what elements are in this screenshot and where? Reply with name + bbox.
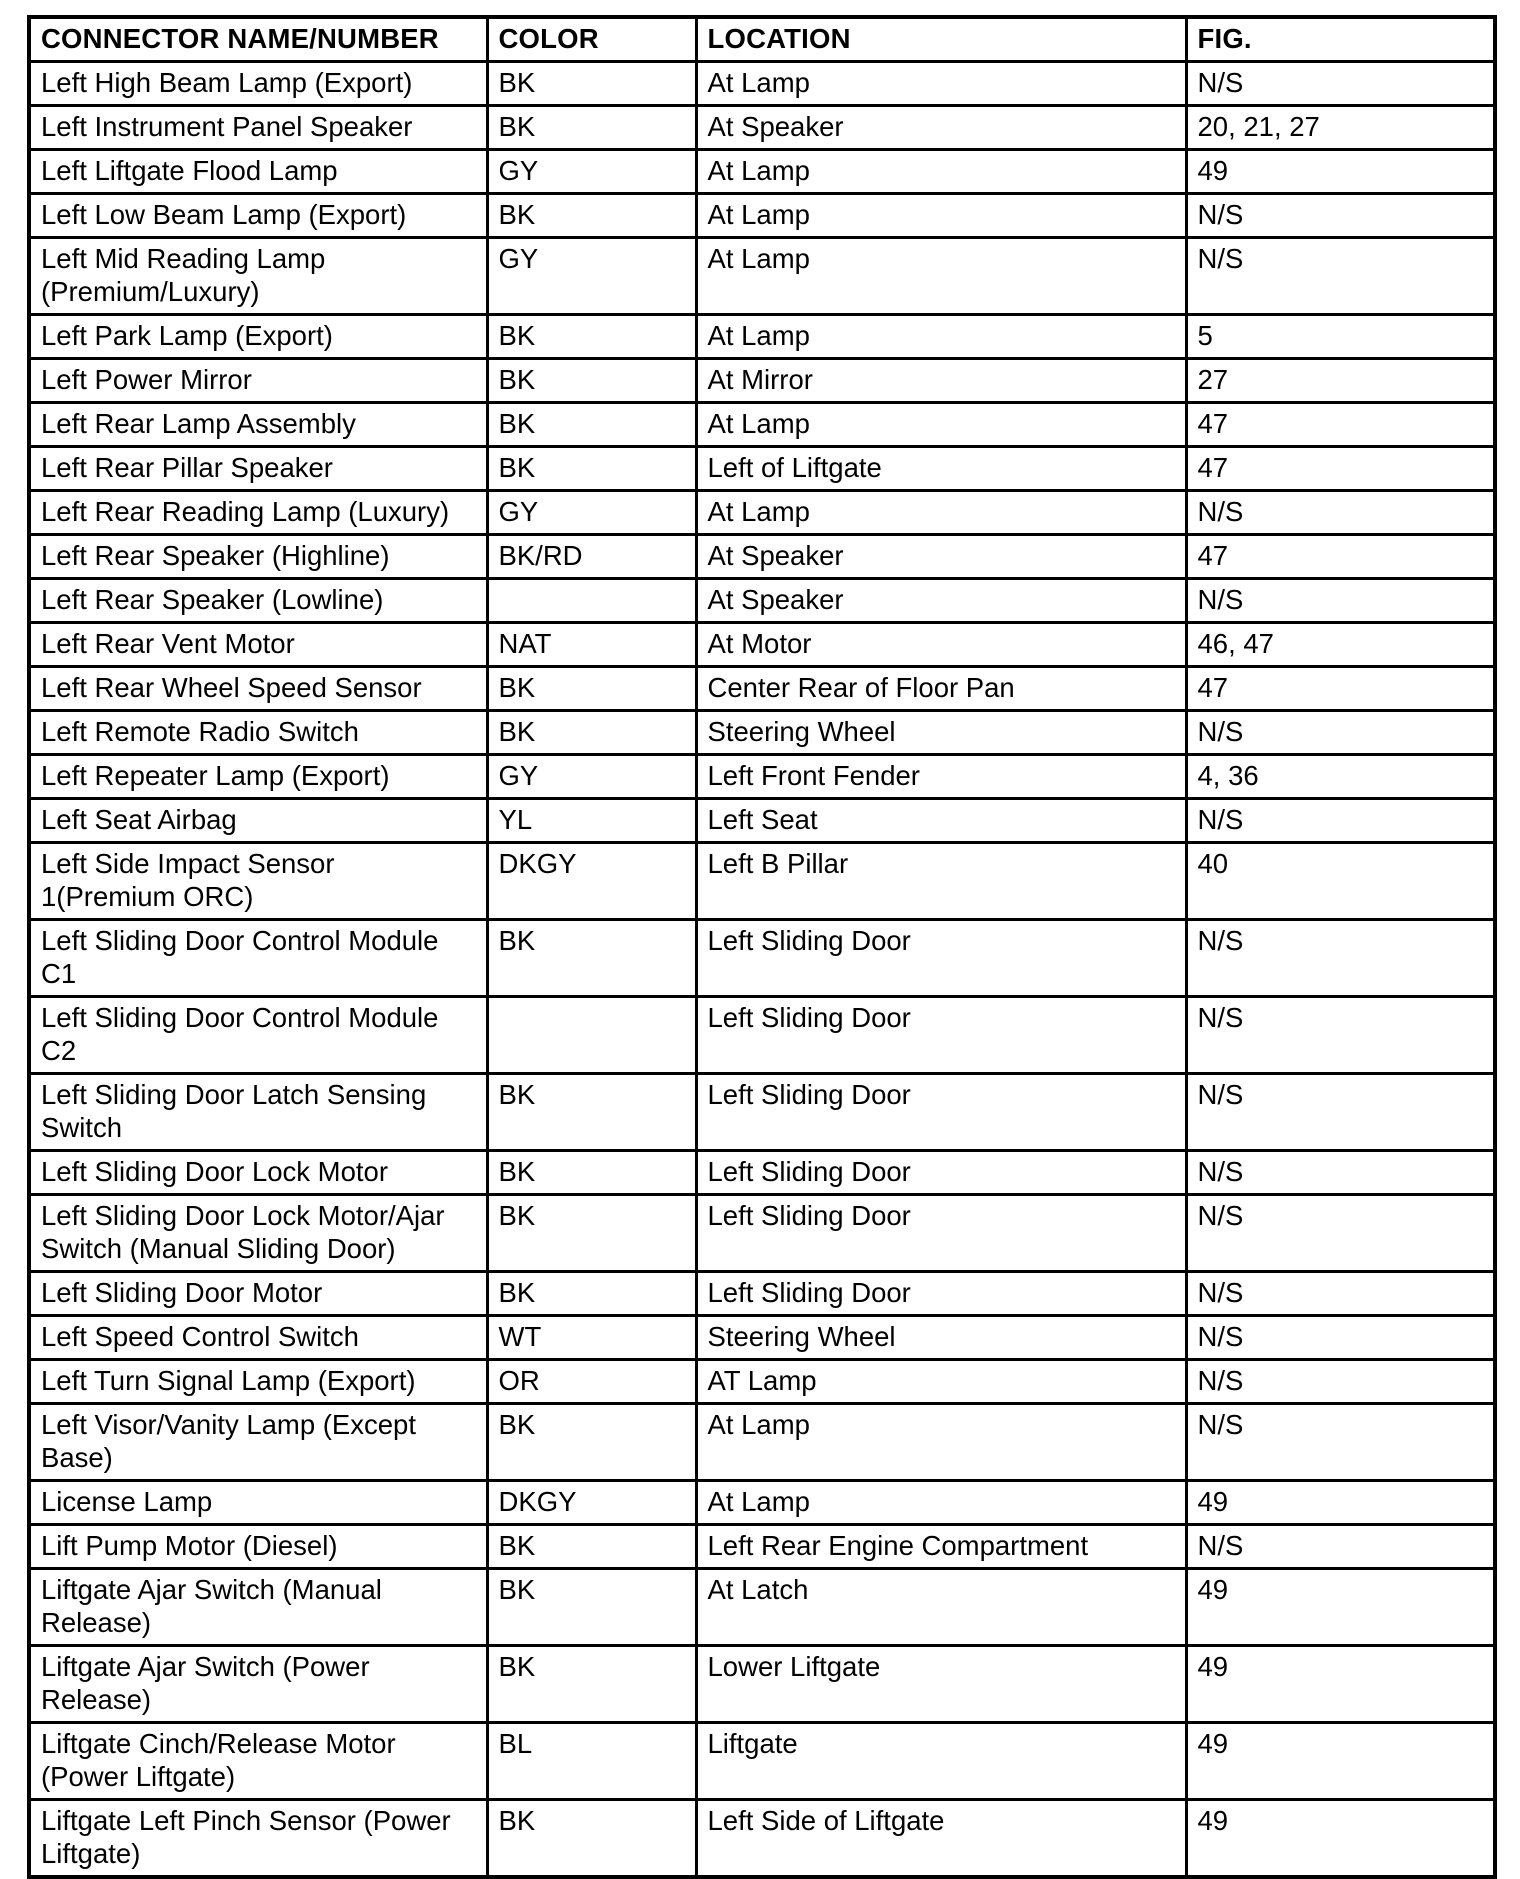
connector-name-cell: Left Rear Speaker (Highline) [29, 535, 487, 579]
location-cell: At Lamp [696, 315, 1186, 359]
table-row [29, 579, 1495, 623]
location-cell: At Mirror [696, 359, 1186, 403]
fig-cell: 49 [1186, 1646, 1495, 1723]
color-cell: GY [487, 238, 696, 315]
table-row [29, 755, 1495, 799]
location-cell: At Lamp [696, 150, 1186, 194]
color-cell: BK [487, 1646, 696, 1723]
color-cell: BK [487, 1272, 696, 1316]
connector-name-cell: Left Rear Speaker (Lowline) [29, 579, 487, 623]
table-row [29, 623, 1495, 667]
location-cell: At Lamp [696, 1404, 1186, 1481]
color-cell: BK [487, 1151, 696, 1195]
fig-cell: N/S [1186, 1272, 1495, 1316]
connector-name-cell: Left Power Mirror [29, 359, 487, 403]
fig-cell: 47 [1186, 447, 1495, 491]
fig-cell: N/S [1186, 238, 1495, 315]
header-location: LOCATION [696, 17, 1186, 62]
table-row [29, 447, 1495, 491]
table-body [29, 62, 1495, 1878]
location-cell: Left Front Fender [696, 755, 1186, 799]
connector-name-cell: Left Sliding Door Lock Motor [29, 1151, 487, 1195]
color-cell: BK [487, 106, 696, 150]
connector-name-cell: Left Speed Control Switch [29, 1316, 487, 1360]
table-row [29, 315, 1495, 359]
location-cell: Left Rear Engine Compartment [696, 1525, 1186, 1569]
fig-cell: N/S [1186, 997, 1495, 1074]
table-row [29, 799, 1495, 843]
fig-cell: 49 [1186, 1481, 1495, 1525]
fig-cell: 20, 21, 27 [1186, 106, 1495, 150]
table-row [29, 1723, 1495, 1800]
fig-cell: N/S [1186, 1151, 1495, 1195]
color-cell: OR [487, 1360, 696, 1404]
table-row [29, 150, 1495, 194]
location-cell: AT Lamp [696, 1360, 1186, 1404]
table-row [29, 403, 1495, 447]
color-cell: GY [487, 755, 696, 799]
location-cell: At Speaker [696, 535, 1186, 579]
color-cell [487, 997, 696, 1074]
color-cell: YL [487, 799, 696, 843]
location-cell: At Lamp [696, 238, 1186, 315]
location-cell: Left Sliding Door [696, 1195, 1186, 1272]
color-cell: BK [487, 1569, 696, 1646]
header-fig: FIG. [1186, 17, 1495, 62]
connector-table [27, 15, 1497, 1879]
location-cell: At Speaker [696, 579, 1186, 623]
location-cell: At Lamp [696, 403, 1186, 447]
fig-cell: 47 [1186, 403, 1495, 447]
table-row [29, 1404, 1495, 1481]
fig-cell: 46, 47 [1186, 623, 1495, 667]
connector-name-cell: Left Rear Pillar Speaker [29, 447, 487, 491]
location-cell: Center Rear of Floor Pan [696, 667, 1186, 711]
location-cell: At Lamp [696, 62, 1186, 106]
connector-name-cell: Left Remote Radio Switch [29, 711, 487, 755]
fig-cell: N/S [1186, 1074, 1495, 1151]
fig-cell: N/S [1186, 62, 1495, 106]
table-row [29, 1525, 1495, 1569]
fig-cell: N/S [1186, 799, 1495, 843]
color-cell [487, 579, 696, 623]
connector-name-cell: Left Sliding Door Motor [29, 1272, 487, 1316]
location-cell: Left Seat [696, 799, 1186, 843]
connector-name-cell: Left Turn Signal Lamp (Export) [29, 1360, 487, 1404]
fig-cell: 47 [1186, 667, 1495, 711]
location-cell: Lower Liftgate [696, 1646, 1186, 1723]
location-cell: Left Sliding Door [696, 920, 1186, 997]
header-connector-name: CONNECTOR NAME/NUMBER [29, 17, 487, 62]
fig-cell: 47 [1186, 535, 1495, 579]
connector-name-cell: Liftgate Ajar Switch (Manual Release) [29, 1569, 487, 1646]
location-cell: Left Sliding Door [696, 1272, 1186, 1316]
location-cell: At Speaker [696, 106, 1186, 150]
fig-cell: N/S [1186, 491, 1495, 535]
color-cell: DKGY [487, 1481, 696, 1525]
table-row [29, 1272, 1495, 1316]
table-row [29, 238, 1495, 315]
color-cell: BK [487, 1195, 696, 1272]
table-row [29, 194, 1495, 238]
fig-cell: 27 [1186, 359, 1495, 403]
fig-cell: N/S [1186, 579, 1495, 623]
color-cell: BK [487, 447, 696, 491]
connector-name-cell: Left Park Lamp (Export) [29, 315, 487, 359]
color-cell: GY [487, 150, 696, 194]
table-row [29, 997, 1495, 1074]
color-cell: DKGY [487, 843, 696, 920]
connector-name-cell: Left Repeater Lamp (Export) [29, 755, 487, 799]
fig-cell: N/S [1186, 1316, 1495, 1360]
connector-name-cell: Left Rear Wheel Speed Sensor [29, 667, 487, 711]
table-row [29, 711, 1495, 755]
table-row [29, 667, 1495, 711]
connector-name-cell: Left Sliding Door Latch Sensing Switch [29, 1074, 487, 1151]
location-cell: At Latch [696, 1569, 1186, 1646]
color-cell: BK [487, 62, 696, 106]
location-cell: Left Sliding Door [696, 1074, 1186, 1151]
color-cell: NAT [487, 623, 696, 667]
color-cell: BK [487, 920, 696, 997]
connector-table-sheet [27, 15, 1497, 1879]
connector-name-cell: Left Rear Reading Lamp (Luxury) [29, 491, 487, 535]
table-row [29, 1151, 1495, 1195]
table-row [29, 359, 1495, 403]
color-cell: BK [487, 194, 696, 238]
fig-cell: N/S [1186, 1360, 1495, 1404]
connector-name-cell: Left Instrument Panel Speaker [29, 106, 487, 150]
table-row [29, 1360, 1495, 1404]
table-row [29, 1074, 1495, 1151]
location-cell: Liftgate [696, 1723, 1186, 1800]
color-cell: BK [487, 667, 696, 711]
table-row [29, 843, 1495, 920]
table-row [29, 920, 1495, 997]
location-cell: Left B Pillar [696, 843, 1186, 920]
table-row [29, 1569, 1495, 1646]
fig-cell: 49 [1186, 150, 1495, 194]
fig-cell: 4, 36 [1186, 755, 1495, 799]
connector-name-cell: Left Seat Airbag [29, 799, 487, 843]
table-row [29, 1316, 1495, 1360]
location-cell: At Lamp [696, 194, 1186, 238]
location-cell: At Motor [696, 623, 1186, 667]
fig-cell: 49 [1186, 1569, 1495, 1646]
fig-cell: N/S [1186, 1404, 1495, 1481]
table-row [29, 62, 1495, 106]
location-cell: Left of Liftgate [696, 447, 1186, 491]
location-cell: Left Sliding Door [696, 1151, 1186, 1195]
connector-name-cell: License Lamp [29, 1481, 487, 1525]
color-cell: BK [487, 1800, 696, 1878]
table-row [29, 491, 1495, 535]
table-row [29, 535, 1495, 579]
color-cell: BK [487, 1404, 696, 1481]
connector-name-cell: Left Sliding Door Lock Motor/Ajar Switch (Manual Sliding Door) [29, 1195, 487, 1272]
connector-name-cell: Left Liftgate Flood Lamp [29, 150, 487, 194]
connector-name-cell: Left Low Beam Lamp (Export) [29, 194, 487, 238]
fig-cell: N/S [1186, 1525, 1495, 1569]
location-cell: Left Sliding Door [696, 997, 1186, 1074]
location-cell: Steering Wheel [696, 1316, 1186, 1360]
color-cell: BK [487, 1525, 696, 1569]
fig-cell: 49 [1186, 1723, 1495, 1800]
color-cell: BK [487, 1074, 696, 1151]
connector-name-cell: Left Visor/Vanity Lamp (Except Base) [29, 1404, 487, 1481]
color-cell: BL [487, 1723, 696, 1800]
color-cell: BK/RD [487, 535, 696, 579]
fig-cell: N/S [1186, 194, 1495, 238]
connector-name-cell: Left Rear Lamp Assembly [29, 403, 487, 447]
connector-name-cell: Liftgate Ajar Switch (Power Release) [29, 1646, 487, 1723]
table-row [29, 1195, 1495, 1272]
color-cell: BK [487, 403, 696, 447]
location-cell: At Lamp [696, 1481, 1186, 1525]
fig-cell: 49 [1186, 1800, 1495, 1878]
fig-cell: 5 [1186, 315, 1495, 359]
connector-name-cell: Left Side Impact Sensor 1(Premium ORC) [29, 843, 487, 920]
connector-name-cell: Liftgate Left Pinch Sensor (Power Liftgate) [29, 1800, 487, 1878]
location-cell: Steering Wheel [696, 711, 1186, 755]
table-header-row [29, 17, 1495, 62]
connector-name-cell: Lift Pump Motor (Diesel) [29, 1525, 487, 1569]
color-cell: WT [487, 1316, 696, 1360]
color-cell: GY [487, 491, 696, 535]
fig-cell: N/S [1186, 920, 1495, 997]
connector-name-cell: Left Mid Reading Lamp (Premium/Luxury) [29, 238, 487, 315]
connector-name-cell: Left High Beam Lamp (Export) [29, 62, 487, 106]
table-row [29, 1646, 1495, 1723]
header-color: COLOR [487, 17, 696, 62]
fig-cell: 40 [1186, 843, 1495, 920]
table-row [29, 106, 1495, 150]
connector-name-cell: Left Sliding Door Control Module C1 [29, 920, 487, 997]
connector-name-cell: Left Sliding Door Control Module C2 [29, 997, 487, 1074]
table-row [29, 1481, 1495, 1525]
fig-cell: N/S [1186, 711, 1495, 755]
fig-cell: N/S [1186, 1195, 1495, 1272]
location-cell: Left Side of Liftgate [696, 1800, 1186, 1878]
connector-name-cell: Liftgate Cinch/Release Motor (Power Liftgate) [29, 1723, 487, 1800]
color-cell: BK [487, 711, 696, 755]
connector-name-cell: Left Rear Vent Motor [29, 623, 487, 667]
location-cell: At Lamp [696, 491, 1186, 535]
table-row [29, 1800, 1495, 1878]
color-cell: BK [487, 315, 696, 359]
color-cell: BK [487, 359, 696, 403]
